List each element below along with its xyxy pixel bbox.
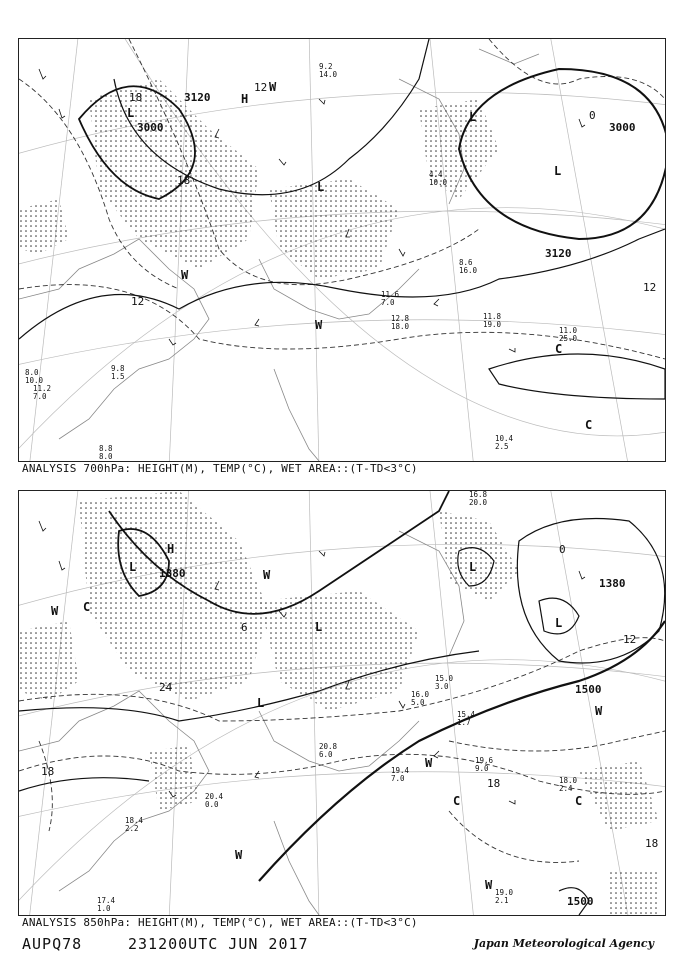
station-plot [411,690,430,707]
svg-text:7.0: 7.0 [391,774,405,783]
isotherm-label: 18 [177,174,191,187]
station-plot [99,444,113,461]
svg-text:17.4: 17.4 [97,896,116,905]
svg-text:16.8: 16.8 [469,491,488,499]
contour-label: 1500 [567,895,594,908]
warm-symbol: W [51,604,59,618]
svg-text:9.0: 9.0 [475,764,489,773]
station-plot [205,792,224,809]
station-plot [319,742,338,759]
cold-symbol: C [555,342,563,356]
warm-symbol: W [595,704,603,718]
panel-850-caption: ANALYSIS 850hPa: HEIGHT(M), TEMP(°C), WET AREA::(T-TD<3°C) [22,916,418,929]
svg-text:15.0: 15.0 [435,674,454,683]
svg-text:18.4: 18.4 [125,816,144,825]
warm-symbol: W [263,568,271,582]
svg-text:5.0: 5.0 [411,698,425,707]
svg-text:6.0: 6.0 [319,750,333,759]
isotherm-label: 24 [159,681,173,694]
svg-text:8.8: 8.8 [99,444,113,453]
station-plot [483,312,502,329]
cold-symbol: C [453,794,461,808]
station-plot [33,384,51,401]
svg-text:8.0: 8.0 [99,452,113,461]
low-pressure-symbol: L [129,560,137,574]
station-plot [559,326,578,343]
contour-label: 1500 [575,683,602,696]
station-plot [435,674,454,691]
isotherm-label: 12 [623,633,637,646]
svg-text:8.0: 8.0 [25,368,39,377]
svg-text:2.4: 2.4 [559,784,573,793]
contour-label: 3120 [184,91,211,104]
svg-text:9.2: 9.2 [319,62,333,71]
svg-text:11.2: 11.2 [33,384,52,393]
isotherm-label: 12 [643,281,657,294]
svg-text:10.0: 10.0 [429,178,448,187]
valid-time: 231200UTC JUN 2017 [128,935,309,953]
svg-text:20.0: 20.0 [469,498,488,507]
svg-text:19.0: 19.0 [495,888,514,897]
contour-label: 3000 [137,121,164,134]
low-pressure-symbol: L [554,164,562,178]
station-plot [319,62,338,79]
svg-text:19.0: 19.0 [483,320,502,329]
low-pressure-symbol: L [317,180,325,194]
svg-text:8.6: 8.6 [459,258,473,267]
contour-label: 3120 [545,247,572,260]
svg-text:7.0: 7.0 [381,298,395,307]
contour-label: 1380 [599,577,626,590]
svg-text:14.0: 14.0 [319,70,338,79]
svg-text:3.0: 3.0 [435,682,449,691]
agency-name: Japan Meteorological Agency [473,937,654,950]
panel-700-caption: ANALYSIS 700hPa: HEIGHT(M), TEMP(°C), WET AREA::(T-TD<3°C) [22,462,418,475]
high-pressure-symbol: H [241,92,249,106]
isotherm-label: 0 [589,109,596,122]
svg-text:7.0: 7.0 [33,392,47,401]
contour-label: 3000 [609,121,636,134]
low-pressure-symbol: L [555,616,563,630]
high-pressure-symbol: H [167,542,175,556]
station-plot [495,434,514,451]
map-panel-700hpa [18,38,666,462]
svg-text:1.5: 1.5 [111,372,125,381]
svg-text:9.8: 9.8 [111,364,125,373]
station-plot [391,766,410,783]
isotherm-label: 18 [41,765,55,778]
isotherm-label: 12 [131,295,145,308]
warm-symbol: W [315,318,323,332]
wet-area [19,79,499,279]
warm-symbol: W [425,756,433,770]
isotherm-label: 18 [645,837,659,850]
svg-text:10.0: 10.0 [25,376,44,385]
svg-text:2.2: 2.2 [125,824,139,833]
isotherm-label: 0 [559,543,566,556]
station-plot [469,491,488,507]
cold-symbol: C [83,600,91,614]
svg-text:0.0: 0.0 [205,800,219,809]
station-plot [559,776,578,793]
cold-symbol: C [585,418,593,432]
warm-symbol: W [485,878,493,892]
svg-text:1.0: 1.0 [97,904,111,913]
svg-text:11.0: 11.0 [559,326,578,335]
low-pressure-symbol: L [257,696,265,710]
isotherm-label: 6 [241,621,248,634]
map-850hpa-svg [19,491,665,915]
warm-symbol: W [269,80,277,94]
station-plot [475,756,494,773]
station-plot [381,290,400,307]
svg-text:16.0: 16.0 [411,690,430,699]
svg-text:20.8: 20.8 [319,742,338,751]
svg-text:11.6: 11.6 [381,290,400,299]
isotherm-label: 18 [129,91,143,104]
warm-symbol: W [181,268,189,282]
svg-text:4.4: 4.4 [429,170,443,179]
low-pressure-symbol: L [127,106,135,120]
station-plot [459,258,478,275]
station-plot [25,368,44,385]
svg-text:12.8: 12.8 [391,314,410,323]
chart-id: AUPQ78 [22,935,83,953]
svg-text:20.4: 20.4 [205,792,224,801]
station-plot [391,314,410,331]
svg-text:25.0: 25.0 [559,334,578,343]
svg-text:15.4: 15.4 [457,710,476,719]
isotherm-label: 18 [487,777,501,790]
station-plot [495,888,514,905]
svg-text:16.0: 16.0 [459,266,478,275]
svg-text:11.8: 11.8 [483,312,502,321]
svg-text:2.1: 2.1 [495,896,509,905]
map-700hpa-svg [19,39,665,461]
svg-text:18.0: 18.0 [559,776,578,785]
warm-symbol: W [235,848,243,862]
low-pressure-symbol: L [469,110,477,124]
cold-symbol: C [575,794,583,808]
svg-text:2.5: 2.5 [495,442,509,451]
station-plot [125,816,144,833]
svg-text:18.0: 18.0 [391,322,410,331]
svg-text:10.4: 10.4 [495,434,514,443]
map-panel-850hpa [18,490,666,916]
station-plot [111,364,125,381]
svg-text:19.6: 19.6 [475,756,494,765]
low-pressure-symbol: L [469,560,477,574]
station-plot [97,896,116,913]
isotherm-label: 12 [254,81,268,94]
low-pressure-symbol: L [315,620,323,634]
contour-label: 1380 [159,567,186,580]
station-plot [457,710,476,727]
svg-text:1.7: 1.7 [457,718,471,727]
svg-text:19.4: 19.4 [391,766,410,775]
